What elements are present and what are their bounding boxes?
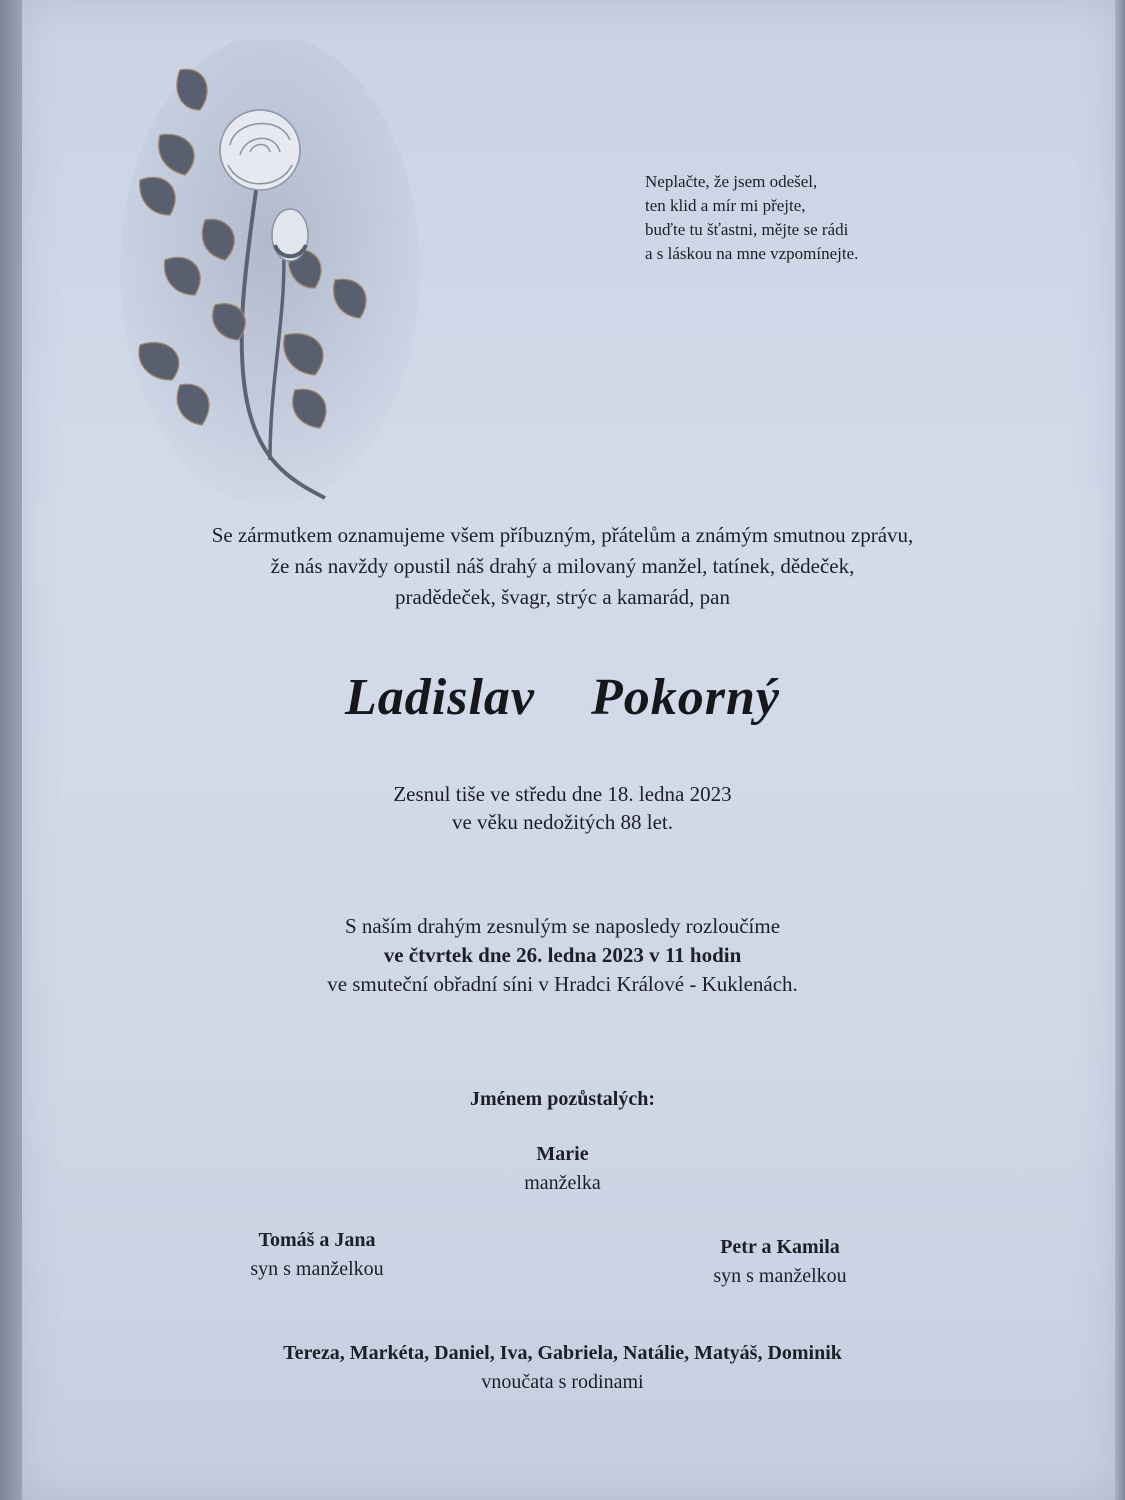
poem-line: ten klid a mír mi přejte, (645, 196, 806, 215)
mourner-relation: syn s manželkou (713, 1265, 847, 1287)
deceased-name (0, 668, 1125, 727)
mourner-wife (0, 1140, 1125, 1198)
announcement-line: že nás navždy opustil náš drahý a milovaný manžel, tatínek, dědeček, (270, 554, 855, 578)
mourner-son-left (197, 1226, 437, 1284)
announcement (0, 520, 1125, 613)
deceased-name-text: Ladislav Pokorný (345, 669, 780, 726)
farewell-date-time: ve čtvrtek dne 26. ledna 2023 v 11 hodin (383, 943, 742, 967)
paper-shadow-right (1115, 0, 1125, 1500)
death-line: ve věku nedožitých 88 let. (451, 810, 673, 834)
poem-line: a s láskou na mne vzpomínejte. (645, 244, 859, 263)
grandchildren-relation: vnoučata s rodinami (481, 1371, 644, 1393)
farewell-notice (0, 912, 1125, 999)
mourner-name: Petr a Kamila (720, 1236, 840, 1258)
rose-illustration (120, 40, 420, 510)
mourner-relation: manželka (524, 1172, 601, 1194)
poem (645, 170, 945, 266)
mourner-name: Marie (536, 1143, 589, 1165)
farewell-location: ve smuteční obřadní síni v Hradci Králové - Kuklenách. (327, 972, 798, 996)
poem-line: buďte tu šťastni, mějte se rádi (645, 220, 849, 239)
mourner-son-right (660, 1233, 900, 1291)
farewell-line: S naším drahým zesnulým se naposledy rozloučíme (344, 914, 781, 938)
mourner-name: Tomáš a Jana (258, 1229, 376, 1251)
grandchildren-names: Tereza, Markéta, Daniel, Iva, Gabriela, Natálie, Matyáš, Dominik (283, 1342, 842, 1364)
mourner-relation: syn s manželkou (250, 1258, 384, 1280)
death-notice (0, 780, 1125, 836)
mourner-grandchildren (0, 1339, 1125, 1397)
poem-line: Neplačte, že jsem odešel, (645, 172, 818, 191)
announcement-line: Se zármutkem oznamujeme všem příbuzným, přátelům a známým smutnou zprávu, (211, 523, 914, 547)
death-line: Zesnul tiše ve středu dne 18. ledna 2023 (393, 782, 732, 806)
paper-shadow-left (0, 0, 22, 1500)
announcement-line: pradědeček, švagr, strýc a kamarád, pan (395, 585, 730, 609)
mourners-heading: Jménem pozůstalých: (470, 1088, 655, 1110)
